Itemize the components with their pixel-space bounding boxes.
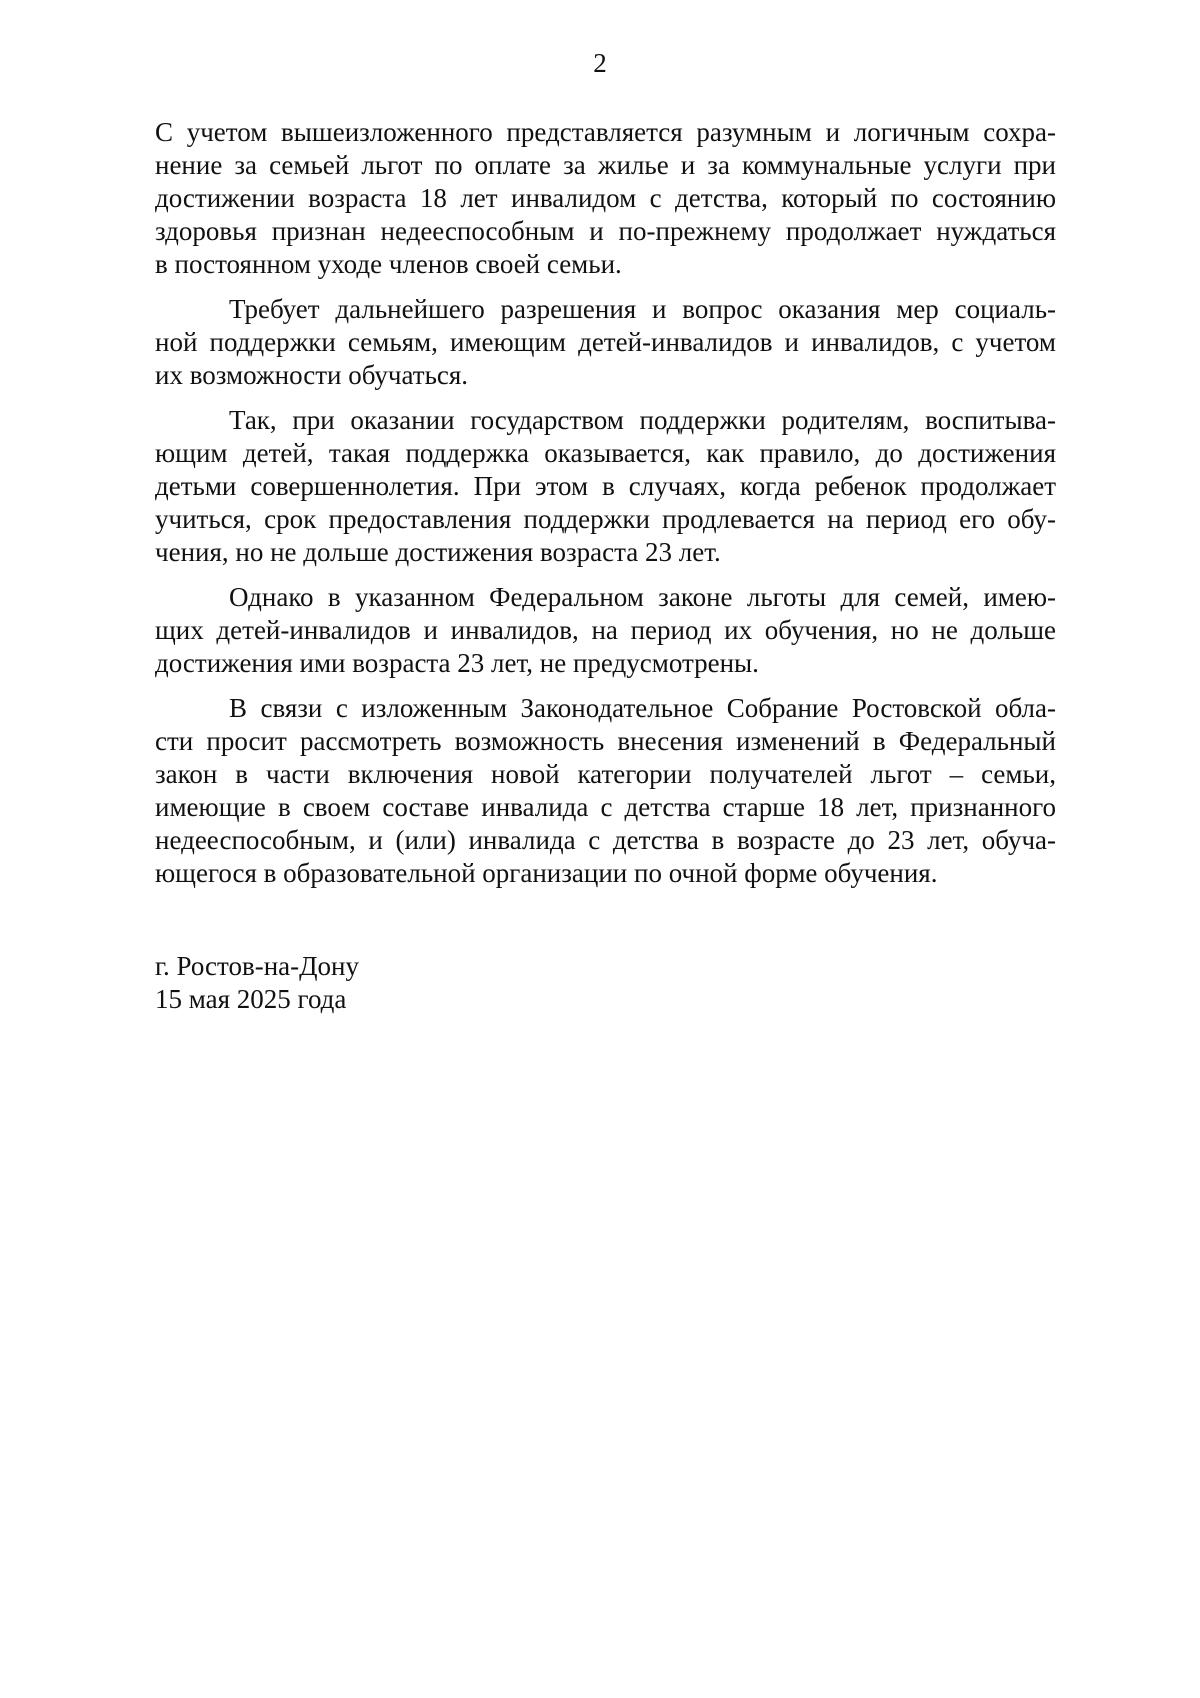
paragraph-line: чения, но не дольше достижения возраста 23 лет. (155, 537, 721, 567)
signoff-place: г. Ростов-на-Дону (155, 951, 360, 981)
paragraph-line: недееспособным, и (или) инвалида с детства в возрасте до 23 лет, обуча- (155, 825, 1056, 855)
paragraph-line: детьми совершеннолетия. При этом в случаях, когда ребенок продолжает (155, 471, 1056, 501)
paragraph-line: ной поддержки семьям, имеющим детей-инвалидов и инвалидов, с учетом (155, 327, 1056, 357)
signoff-date: 15 мая 2025 года (155, 984, 347, 1014)
paragraph-line: щих детей-инвалидов и инвалидов, на период их обучения, но не дольше (155, 615, 1056, 645)
paragraph-line: закон в части включения новой категории получателей льгот – семьи, (155, 759, 1056, 789)
paragraph-line: достижении возраста 18 лет инвалидом с детства, который по состоянию (155, 183, 1056, 213)
paragraph-3 (155, 404, 1056, 569)
paragraph-line: имеющие в своем составе инвалида с детства старше 18 лет, признанного (155, 792, 1056, 822)
paragraph-line: здоровья признан недееспособным и по-прежнему продолжает нуждаться (155, 216, 1056, 246)
paragraph-line: в постоянном уходе членов своей семьи. (155, 249, 622, 279)
paragraph-5 (155, 692, 1056, 890)
signoff-block (155, 950, 655, 1016)
paragraph-line: В связи с изложенным Законодательное Собрание Ростовской обла- (229, 693, 1056, 723)
paragraph-line: их возможности обучаться. (155, 360, 469, 390)
paragraph-line: нение за семьей льгот по оплате за жилье и за коммунальные услуги при (155, 150, 1056, 180)
paragraph-4 (155, 581, 1056, 680)
paragraph-line: Требует дальнейшего разрешения и вопрос оказания мер социаль- (229, 294, 1056, 324)
paragraph-line: достижения ими возраста 23 лет, не предусмотрены. (155, 648, 759, 678)
paragraph-line: учиться, срок предоставления поддержки продлевается на период его обу- (155, 504, 1056, 534)
paragraph-line: Однако в указанном Федеральном законе льготы для семей, имею- (229, 582, 1056, 612)
paragraph-2 (155, 293, 1056, 392)
page-number: 2 (593, 48, 607, 78)
paragraph-line: ющим детей, такая поддержка оказывается, как правило, до достижения (155, 438, 1056, 468)
paragraph-1 (155, 116, 1056, 281)
paragraph-line: Так, при оказании государством поддержки родителям, воспитыва- (229, 405, 1056, 435)
document-body (155, 116, 1056, 890)
paragraph-line: сти просит рассмотреть возможность внесения изменений в Федеральный (155, 726, 1056, 756)
paragraph-line: ющегося в образовательной организации по очной форме обучения. (155, 858, 938, 888)
paragraph-line: С учетом вышеизложенного представляется разумным и логичным сохра- (155, 117, 1056, 147)
